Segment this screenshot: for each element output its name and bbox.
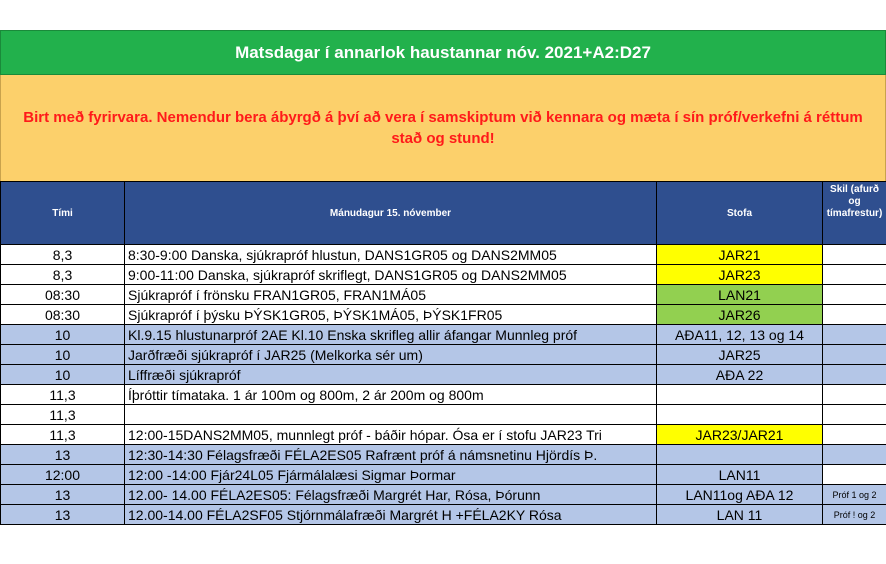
table-row — [1, 265, 886, 285]
skil-cell[interactable] — [823, 445, 886, 465]
skil-cell[interactable] — [823, 405, 886, 425]
skil-cell[interactable] — [823, 265, 886, 285]
time-cell[interactable]: 10 — [1, 345, 125, 365]
description-cell[interactable]: 9:00-11:00 Danska, sjúkrapróf skriflegt, DANS1GR05 og DANS2MM05 — [125, 265, 657, 285]
header-day: Mánudagur 15. nóvember — [125, 182, 657, 245]
description-cell[interactable]: 12:00-15DANS2MM05, munnlegt próf - báðir hópar. Ósa er í stofu JAR23 Tri — [125, 425, 657, 445]
time-cell[interactable]: 11,3 — [1, 385, 125, 405]
time-cell[interactable]: 08:30 — [1, 285, 125, 305]
spreadsheet — [0, 30, 886, 525]
table-row — [1, 425, 886, 445]
table-row — [1, 505, 886, 525]
skil-cell[interactable] — [823, 365, 886, 385]
time-cell[interactable]: 13 — [1, 485, 125, 505]
sheet-title: Matsdagar í annarlok haustannar nóv. 2021+A2:D27 — [0, 30, 886, 75]
header-row — [1, 182, 886, 245]
table-row — [1, 485, 886, 505]
description-cell[interactable]: Sjúkrapróf í þýsku ÞÝSK1GR05, ÞÝSK1MÁ05, ÞÝSK1FR05 — [125, 305, 657, 325]
table-row — [1, 305, 886, 325]
room-cell[interactable] — [657, 405, 823, 425]
room-cell[interactable] — [657, 445, 823, 465]
time-cell[interactable]: 10 — [1, 365, 125, 385]
header-time: Tími — [1, 182, 125, 245]
table-row — [1, 365, 886, 385]
description-cell[interactable]: Jarðfræði sjúkrapróf í JAR25 (Melkorka sér um) — [125, 345, 657, 365]
table-row — [1, 445, 886, 465]
time-cell[interactable]: 8,3 — [1, 245, 125, 265]
room-cell[interactable]: JAR26 — [657, 305, 823, 325]
time-cell[interactable]: 8,3 — [1, 265, 125, 285]
room-cell[interactable]: AÐA11, 12, 13 og 14 — [657, 325, 823, 345]
header-skil: Skil (afurð og tímafrestur) — [823, 182, 886, 245]
room-cell[interactable]: LAN11og AÐA 12 — [657, 485, 823, 505]
skil-cell[interactable]: Próf ! og 2 — [823, 505, 886, 525]
description-cell[interactable]: Líffræði sjúkrapróf — [125, 365, 657, 385]
time-cell[interactable]: 13 — [1, 505, 125, 525]
room-cell[interactable]: LAN21 — [657, 285, 823, 305]
description-cell[interactable]: 12:30-14:30 Félagsfræði FÉLA2ES05 Rafrænt próf á námsnetinu Hjördís Þ. — [125, 445, 657, 465]
time-cell[interactable]: 13 — [1, 445, 125, 465]
room-cell[interactable]: JAR23/JAR21 — [657, 425, 823, 445]
table-row — [1, 285, 886, 305]
time-cell[interactable]: 10 — [1, 325, 125, 345]
skil-cell[interactable] — [823, 245, 886, 265]
time-cell[interactable]: 08:30 — [1, 305, 125, 325]
header-room: Stofa — [657, 182, 823, 245]
room-cell[interactable] — [657, 385, 823, 405]
skil-cell[interactable] — [823, 305, 886, 325]
time-cell[interactable]: 11,3 — [1, 425, 125, 445]
room-cell[interactable]: LAN 11 — [657, 505, 823, 525]
table-row — [1, 325, 886, 345]
description-cell[interactable] — [125, 405, 657, 425]
exam-schedule-table — [0, 181, 886, 525]
time-cell[interactable]: 11,3 — [1, 405, 125, 425]
description-cell[interactable]: Kl.9.15 hlustunarpróf 2AE Kl.10 Enska skrifleg allir áfangar Munnleg próf — [125, 325, 657, 345]
description-cell[interactable]: 12:00 -14:00 Fjár24L05 Fjármálalæsi Sigmar Þormar — [125, 465, 657, 485]
time-cell[interactable]: 12:00 — [1, 465, 125, 485]
skil-cell[interactable] — [823, 285, 886, 305]
description-cell[interactable]: 8:30-9:00 Danska, sjúkrapróf hlustun, DANS1GR05 og DANS2MM05 — [125, 245, 657, 265]
description-cell[interactable]: 12.00-14.00 FÉLA2SF05 Stjórnmálafræði Margrét H +FÉLA2KY Rósa — [125, 505, 657, 525]
room-cell[interactable]: JAR21 — [657, 245, 823, 265]
skil-cell[interactable] — [823, 465, 886, 485]
room-cell[interactable]: AÐA 22 — [657, 365, 823, 385]
table-row — [1, 465, 886, 485]
room-cell[interactable]: LAN11 — [657, 465, 823, 485]
room-cell[interactable]: JAR25 — [657, 345, 823, 365]
description-cell[interactable]: Sjúkrapróf í frönsku FRAN1GR05, FRAN1MÁ05 — [125, 285, 657, 305]
skil-cell[interactable] — [823, 425, 886, 445]
description-cell[interactable]: Íþróttir tímataka. 1 ár 100m og 800m, 2 ár 200m og 800m — [125, 385, 657, 405]
skil-cell[interactable] — [823, 325, 886, 345]
room-cell[interactable]: JAR23 — [657, 265, 823, 285]
table-row — [1, 345, 886, 365]
skil-cell[interactable] — [823, 345, 886, 365]
table-row — [1, 385, 886, 405]
disclaimer-notice: Birt með fyrirvara. Nemendur bera ábyrgð á því að vera í samskiptum við kennara og mæta í sín próf/verkefni á réttum stað og stund! — [0, 75, 886, 181]
skil-cell[interactable] — [823, 385, 886, 405]
skil-cell[interactable]: Próf 1 og 2 — [823, 485, 886, 505]
description-cell[interactable]: 12.00- 14.00 FÉLA2ES05: Félagsfræði Margrét Har, Rósa, Þórunn — [125, 485, 657, 505]
table-row — [1, 405, 886, 425]
table-row — [1, 245, 886, 265]
